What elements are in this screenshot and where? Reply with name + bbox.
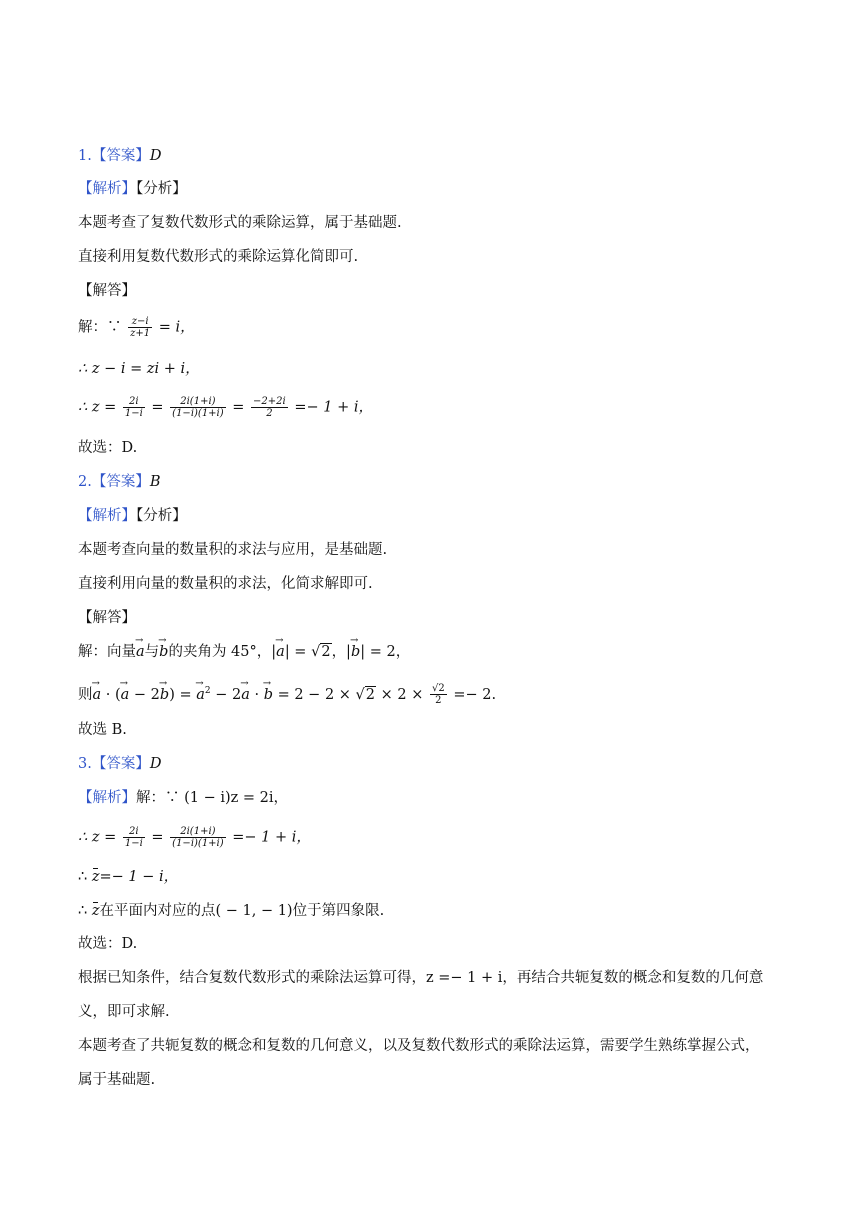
q3-note-1: 根据已知条件，结合复数代数形式的乘除法运算可得，z =− 1 + i，再结合共轭复数的概念和复数的几何意 [78,970,764,986]
q2-step2: 则→ a · (→ a − 2→ b) = → $a^2 - 2\to a$ · → b = 2 − 2 × √2 × 2 × $\frac{√2}{2}$ =− 2. [78,681,496,706]
q2-answer-line [78,472,161,492]
q2-method: 直接利用向量的数量积的求法，化简求解即可. [78,576,373,592]
q3-note-4: 属于基础题. [78,1072,156,1088]
conjugate-z: z [91,869,100,885]
q2-step2-fraction: $\frac{√2}{2}$ [432,683,445,707]
q2-conclusion: 故选 B. [78,722,127,738]
q2-answer: B [149,474,161,490]
q1-step3-frac2: $\frac{2i(1+i)}{(1-i)(1+i)}$ [172,396,224,419]
q1-step3-frac1: $\frac{2i}{1-i}$ [124,396,143,419]
q3-step2: ∴ z = $\frac{2i}{1-i}$ = $\frac{2i(1+i)}{(1-i)(1+i)}$ =− 1 + i， [78,826,311,849]
q1-answer: D [149,148,162,164]
q3-answer-label: 3.【答案】 [78,756,150,772]
q1-step2: ∴ z − i = zi + i， [78,361,200,377]
q1-analysis-tag: 【解析】 [78,181,136,197]
q3-step1-line [78,788,288,808]
q3-step3: ∴ z=− 1 − i， [78,869,179,885]
sqrt-symbol: √2 [311,644,331,660]
q1-step1-prefix: 解：∵ [78,319,122,336]
q1-step1-fraction: $\frac{z-i}{z+1}$ [130,316,151,339]
q1-method: 直接利用复数代数形式的乘除运算化简即可. [78,249,359,265]
vector-a: → a [136,642,145,662]
q1-step1-rest: = i， [158,319,195,336]
q2-intro: 本题考查向量的数量积的求法与应用，是基础题. [78,542,388,558]
q1-step3-rest: =− 1 + i， [294,399,373,416]
q1-intro: 本题考查了复数代数形式的乘除运算，属于基础题. [78,215,402,231]
q2-answer-label: 2.【答案】 [78,474,150,490]
q3-step2-frac1: $\frac{2i}{1-i}$ [124,826,143,849]
q1-step1 [78,316,195,339]
q1-step3-frac3: $\frac{-2+2i}{2}$ [253,396,286,419]
q3-step1: 解：∵ (1 − i)z = 2i， [136,790,289,806]
q2-step1: 解：向量→ a与→ b的夹角为 45°，|→ a| = √2，|→ b| = 2， [78,642,410,662]
vector-b: → b [159,642,168,662]
q1-jieda-tag: 【解答】 [78,283,136,299]
q3-answer-line [78,754,161,774]
q3-analysis-tag: 【解析】 [78,790,136,806]
q2-analysis-heading [78,506,187,526]
q3-note-3: 本题考查了共轭复数的概念和复数的几何意义，以及复数代数形式的乘除法运算，需要学生熟练掌握公式， [78,1038,760,1054]
q1-answer-label: 1.【答案】 [78,148,150,164]
q3-note-2: 义，即可求解. [78,1004,170,1020]
q2-fenxi-tag: 【分析】 [136,508,187,524]
q2-jieda-tag: 【解答】 [78,610,136,626]
q1-step3: ∴ z = $\frac{2i}{1-i}$ = $\frac{2i(1+i)}{(1-i)(1+i)}$ = $\frac{-2+2i}{2}$ =− 1 + i， [78,396,373,419]
q1-conclusion: 故选：D. [78,440,138,456]
q3-step2-frac2: $\frac{2i(1+i)}{(1-i)(1+i)}$ [172,826,224,849]
q1-step3-prefix: ∴ z = [78,399,117,416]
q2-analysis-tag: 【解析】 [78,508,136,524]
q1-answer-line [78,146,161,166]
q3-conclusion: 故选：D. [78,936,138,952]
q3-step4: ∴ z在平面内对应的点( − 1, − 1)位于第四象限. [78,903,385,919]
q3-answer: D [149,756,162,772]
q1-fenxi-tag: 【分析】 [136,181,187,197]
q1-analysis-heading [78,179,187,199]
